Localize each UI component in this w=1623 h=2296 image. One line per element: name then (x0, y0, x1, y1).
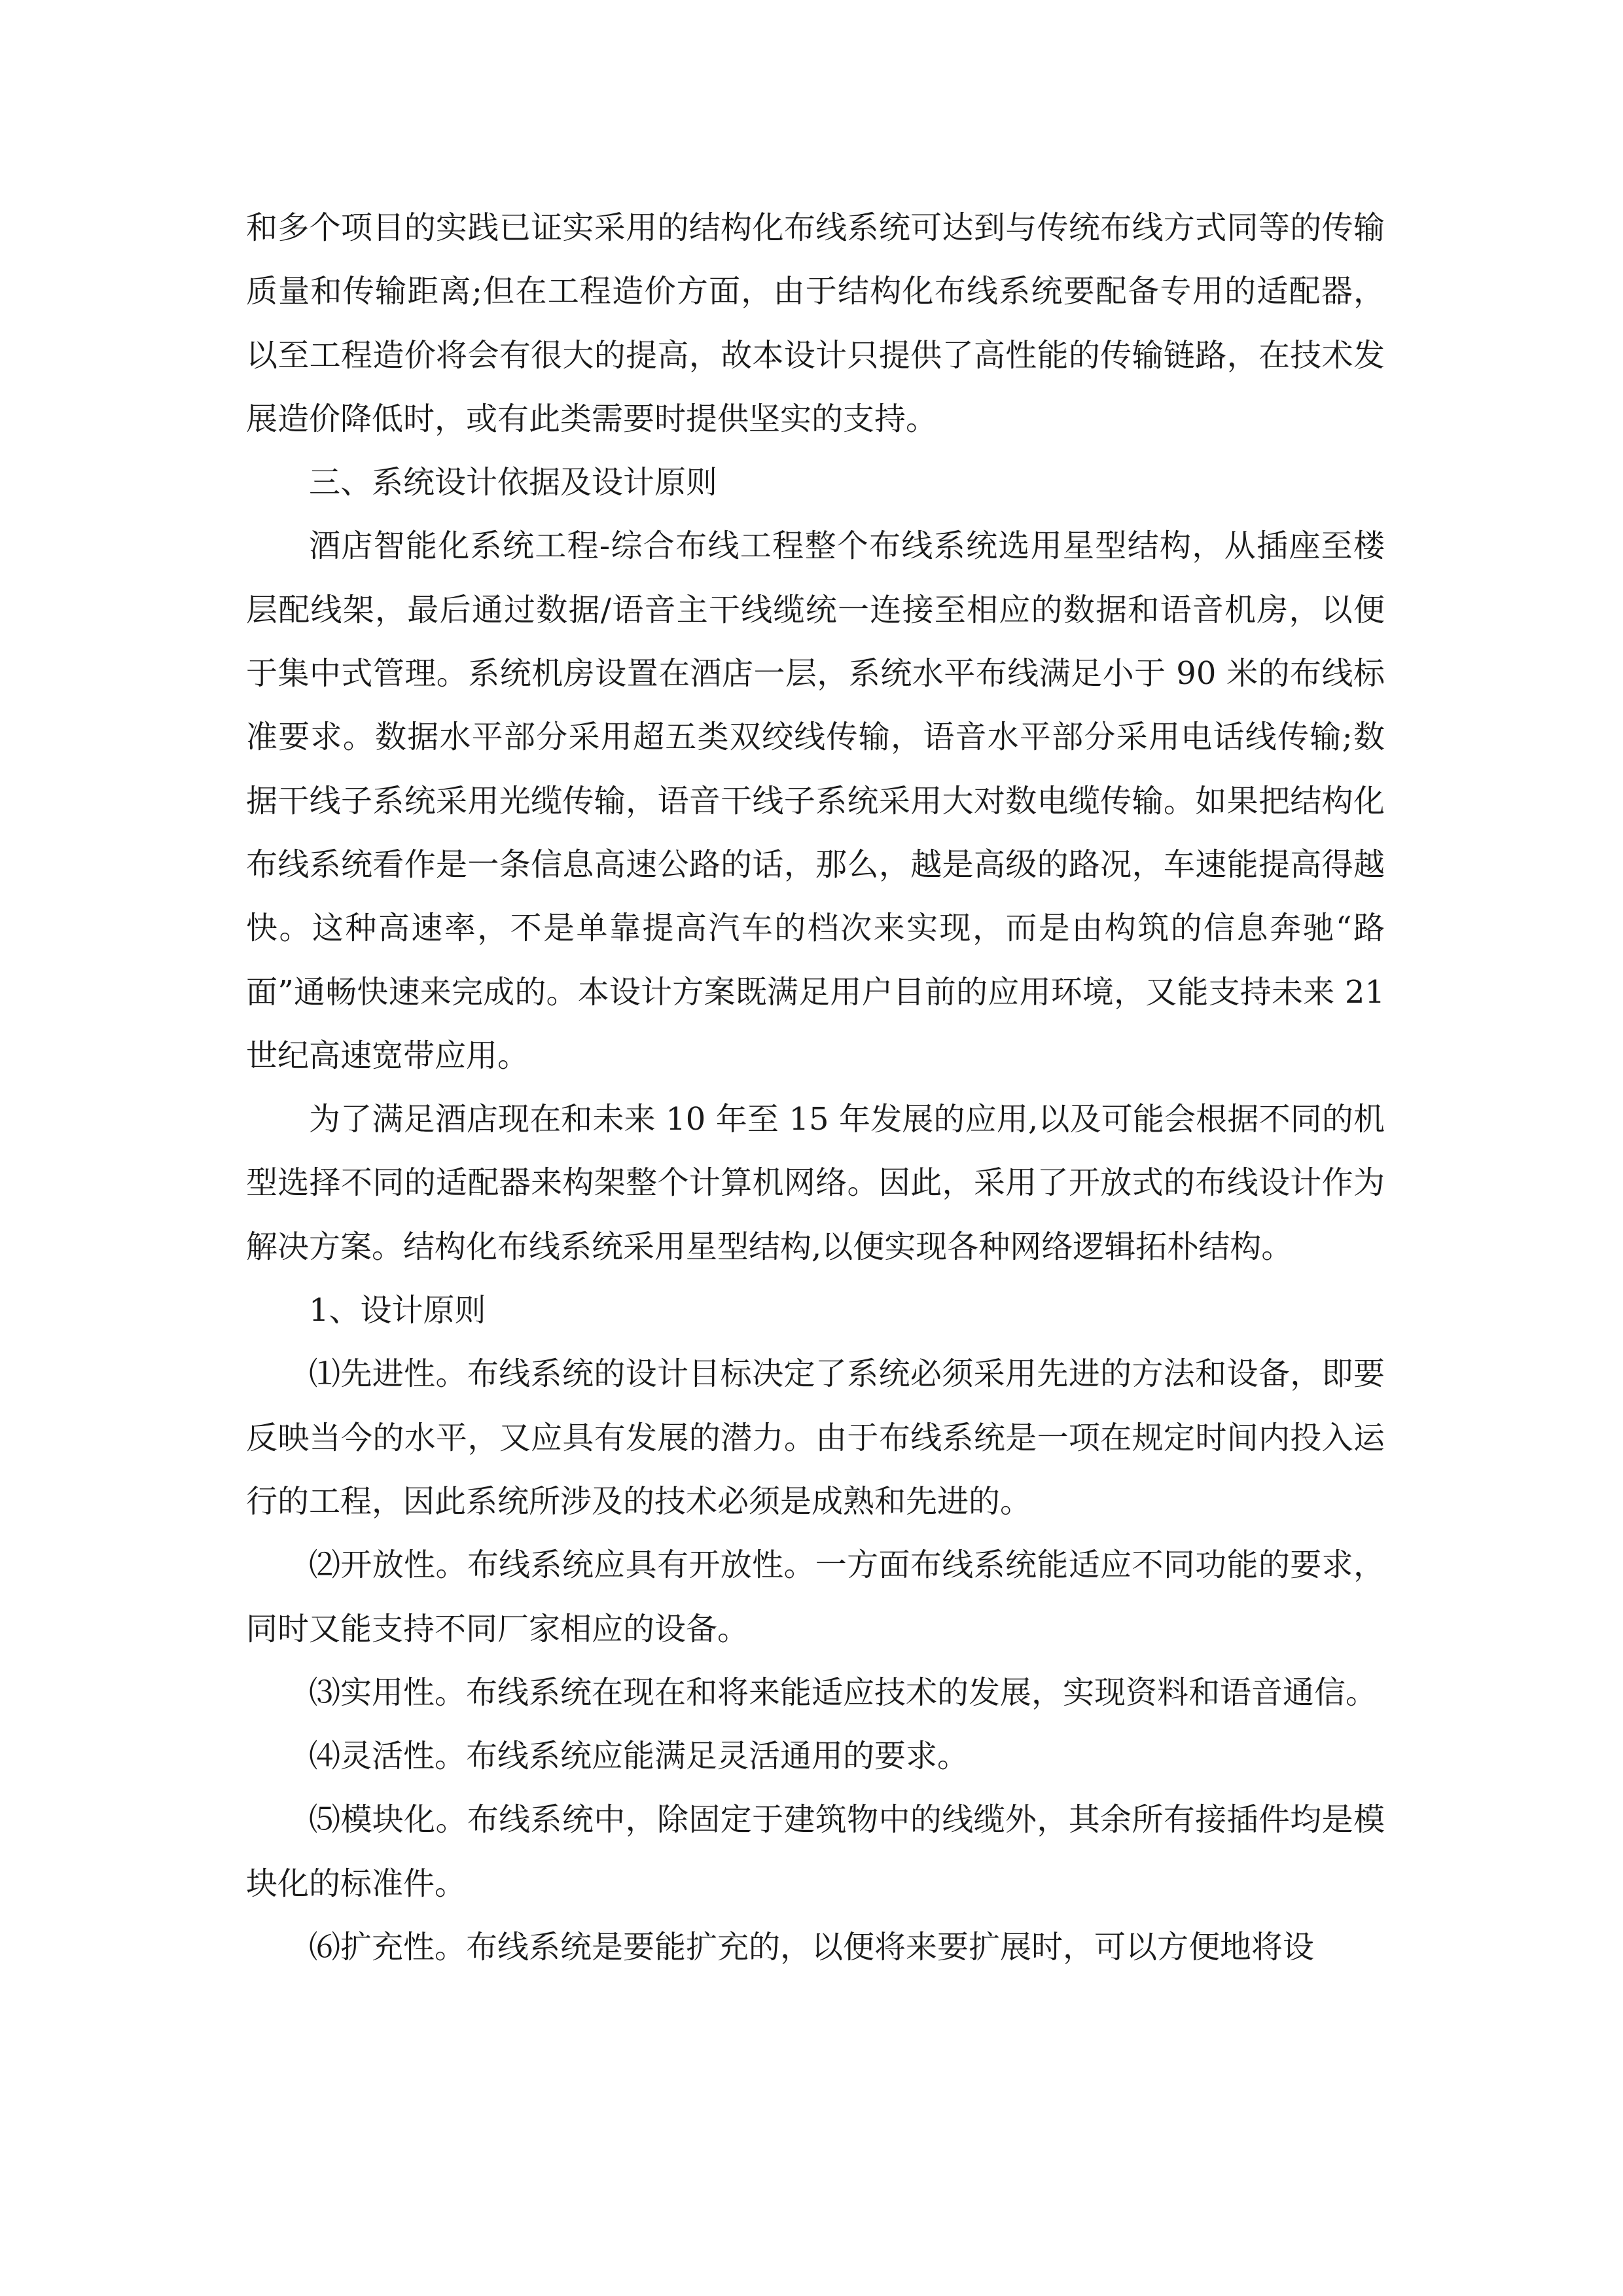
document-body (246, 196, 1385, 1979)
section-heading: 三、系统设计依据及设计原则 (309, 464, 718, 501)
paragraph-design-basis: 酒店智能化系统工程-综合布线工程整个布线系统选用星型结构，从插座至楼层配线架，最后通过数据/语音主干线缆统一连接至相应的数据和语音机房，以便于集中式管理。系统机房设置在酒店一层，系统水平布线满足小于 90 米的布线标准要求。数据水平部分采用超五类双绞线传输，语音水平部分采用电话线传输;数据干线子系统采用光缆传输，语音干线子系统采用大对数电缆传输。如果把结构化布线系统看作是一条信息高速公路的话，那么，越是高级的路况，车速能提高得越快。这种高速率，不是单靠提高汽车的档次来实现，而是由构筑的信息奔驰“路面”通畅快速来完成的。本设计方案既满足用户目前的应用环境，又能支持未来 21 世纪高速宽带应用。 (246, 528, 1385, 1074)
principle-advanced: ⑴先进性。布线系统的设计目标决定了系统必须采用先进的方法和设备，即要反映当今的水平，又应具有发展的潜力。由于布线系统是一项在规定时间内投入运行的工程，因此系统所涉及的技术必须是成熟和先进的。 (246, 1355, 1385, 1520)
principle-practicality: ⑶实用性。布线系统在现在和将来能适应技术的发展，实现资料和语音通信。 (309, 1674, 1378, 1711)
principle-openness: ⑵开放性。布线系统应具有开放性。一方面布线系统能适应不同功能的要求，同时又能支持不同厂家相应的设备。 (246, 1547, 1385, 1647)
principle-expandability: ⑹扩充性。布线系统是要能扩充的，以便将来要扩展时，可以方便地将设 (309, 1929, 1315, 1966)
subsection-heading: 1、设计原则 (309, 1292, 486, 1329)
paragraph-continuation: 和多个项目的实践已证实采用的结构化布线系统可达到与传统布线方式同等的传输质量和传输距离;但在工程造价方面，由于结构化布线系统要配备专用的适配器，以至工程造价将会有很大的提高，故本设计只提供了高性能的传输链路，在技术发展造价降低时，或有此类需要时提供坚实的支持。 (246, 209, 1385, 437)
paragraph-open-design: 为了满足酒店现在和未来 10 年至 15 年发展的应用,以及可能会根据不同的机型选择不同的适配器来构架整个计算机网络。因此，采用了开放式的布线设计作为解决方案。结构化布线系统采用星型结构,以便实现各种网络逻辑拓朴结构。 (246, 1101, 1385, 1265)
principle-modularity: ⑸模块化。布线系统中，除固定于建筑物中的线缆外，其余所有接插件均是模块化的标准件。 (246, 1801, 1385, 1902)
principle-flexibility: ⑷灵活性。布线系统应能满足灵活通用的要求。 (309, 1738, 969, 1775)
